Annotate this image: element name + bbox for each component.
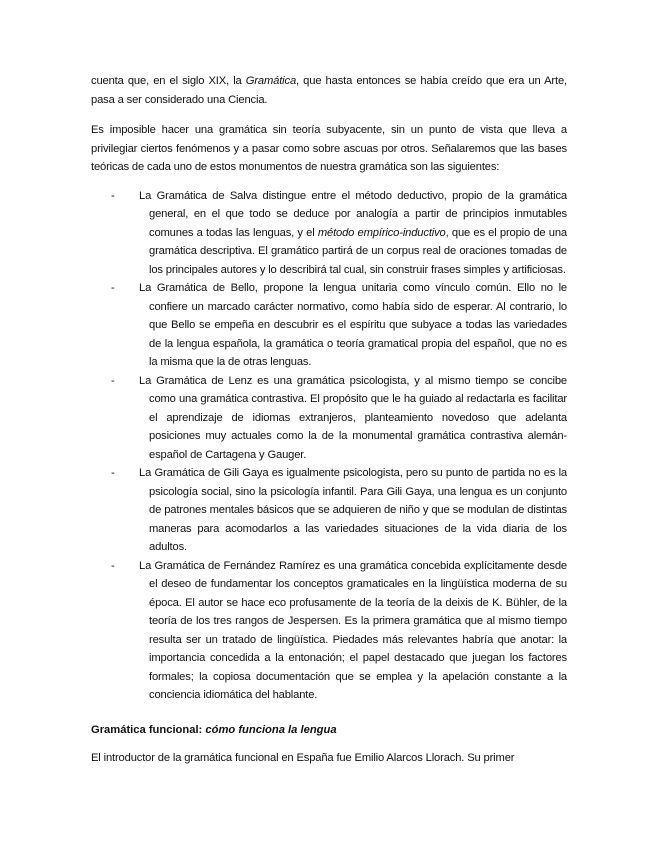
list-item-fernandez-ramirez <box>111 557 567 705</box>
fernandez-text: La Gramática de Fernández Ramírez es una gramática concebida explícitamente desde el deseo de fundamentar los conceptos gramaticales en la lingüística moderna de su época. El autor se hace eco profusamente de la teoría de la deixis de K. Bühler, de la teoría de los tres rangos de Jespersen. Es la primera gramática que al mismo tiempo resulta ser un tratado de lingüística. Piedades más relevantes habría que anotar: la importancia concedida a la entonación; el papel destacado que juegan los factores formales; la copiosa documentación que se emplea y la apelación constante a la conciencia idiomática del hablante. <box>139 559 567 701</box>
list-item-lenz <box>111 372 567 465</box>
list-item-salva <box>111 187 567 280</box>
bello-text: La Gramática de Bello, propone la lengua unitaria como vínculo común. Ello no le confiere un marcado carácter normativo, como había sido de esperar. Al contrario, lo que Bello se empeña en descubrir es el espíritu que subyace a todas las variedades de la lengua española, la gramática o teoría gramatical propia del español, que no es la misma que la de otras lenguas. <box>139 282 567 368</box>
bullet-dash: - <box>111 189 115 202</box>
grammar-list <box>91 187 567 705</box>
bullet-dash: - <box>111 559 115 572</box>
section-body: El introductor de la gramática funcional en España fue Emilio Alarcos Llorach. Su primer <box>91 752 515 764</box>
document-page <box>91 72 567 768</box>
salva-text-a: La Gramática de Salva distingue entre el método deductivo, propio de la gramática general, en el que todo se deduce por analogía a partir de principios inmutables comunes a todas las lenguas, y el <box>139 189 567 239</box>
intro-emphasis: Gramática <box>245 75 297 87</box>
salva-emphasis: método empírico-inductivo <box>317 226 446 239</box>
section-heading-bold: Gramática funcional: <box>91 723 206 736</box>
bullet-dash: - <box>111 374 115 387</box>
list-item-bello <box>111 279 567 372</box>
salva-text-b: , que es el propio de una gramática descriptiva. El gramático partirá de un corpus real de oraciones tomadas de los principales autores y lo describirá tal cual, sin construir frases simples y artificiosas. <box>149 226 567 276</box>
section-heading-italic: cómo funciona la lengua <box>205 723 337 736</box>
bullet-dash: - <box>111 467 115 479</box>
intro-paragraph <box>91 72 567 109</box>
list-item-gili-gaya <box>111 464 567 557</box>
section-heading <box>91 721 567 740</box>
lenz-text: La Gramática de Lenz es una gramática psicologista, y al mismo tiempo se concibe como una gramática contrastiva. El propósito que le ha guiado al redactarla es facilitar el aprendizaje de idiomas extranjeros, planteamiento novedoso que adelanta posiciones muy actuales como la de la monumental gramática contrastiva alemán-español de Cartagena y Gauger. <box>139 374 567 461</box>
bullet-dash: - <box>111 282 115 294</box>
theory-paragraph: Es imposible hacer una gramática sin teoría subyacente, sin un punto de vista que lleva a privilegiar ciertos fenómenos y a pasar como sobre ascuas por otros. Señalaremos que las bases teóricas de cada uno de estos monumentos de nuestra gramática son las siguientes: <box>91 124 567 173</box>
intro-text-a: cuenta que, en el siglo XIX, la <box>91 75 246 87</box>
gili-text: La Gramática de Gili Gaya es igualmente psicologista, pero su punto de partida no es la psicología social, sino la psicología infantil. Para Gili Gaya, una lengua es un conjunto de patrones mentales básicos que se adquieren de niño y que se modulan de distintas maneras para acomodarlos a las variedades situaciones de la vida diaria de los adultos. <box>139 467 567 553</box>
intro-text-b: , que hasta entonces se había creído que era un Arte, pasa a ser considerado una Ciencia. <box>91 75 567 106</box>
